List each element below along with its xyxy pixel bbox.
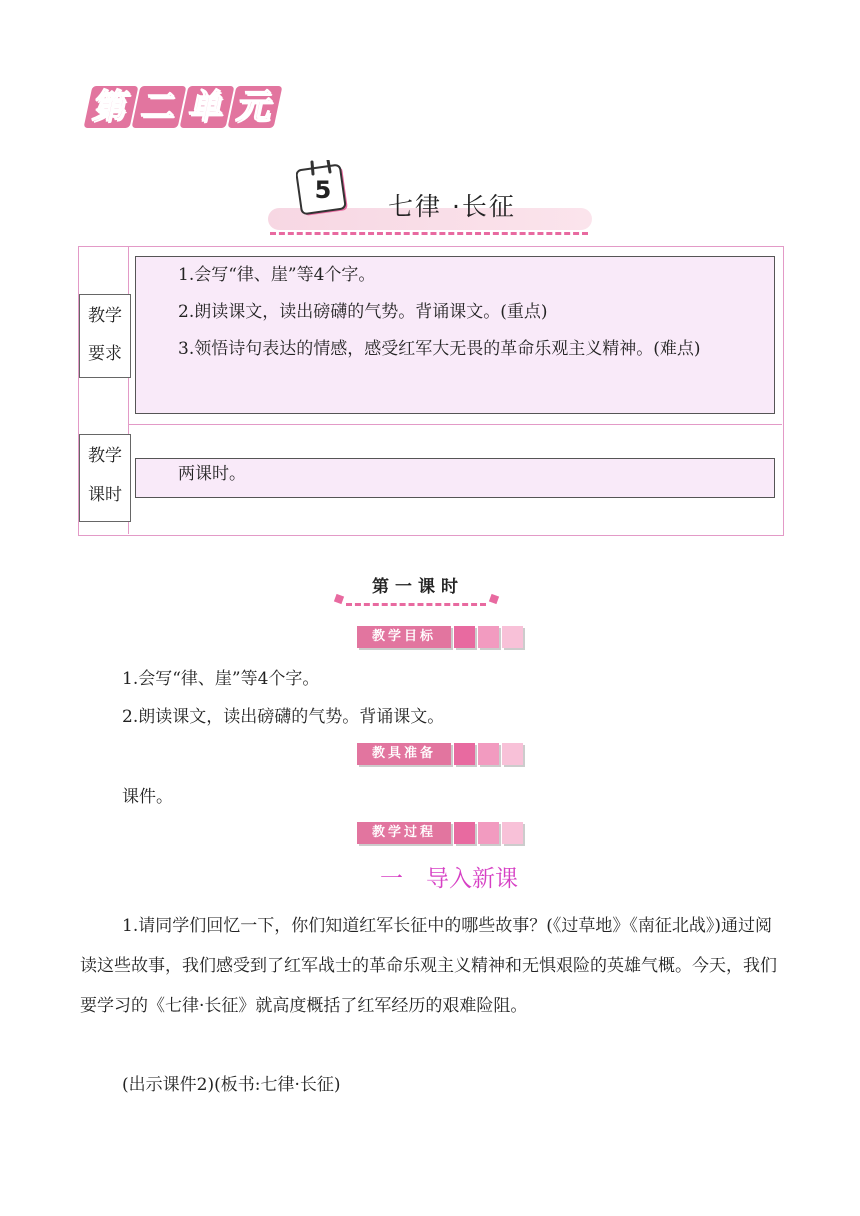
goals-tag-label: 教学目标 [357, 626, 451, 648]
requirement-item: 3.领悟诗句表达的情感，感受红军大无畏的革命乐观主义精神。(难点) [178, 339, 701, 359]
unit-title-char: 第 [84, 86, 139, 128]
teaching-hours-content [135, 458, 775, 498]
label-line: 教学 [88, 446, 122, 466]
teaching-requirements-content [135, 256, 775, 414]
tag-decor-block [478, 626, 499, 648]
teaching-hours-value: 两课时。 [178, 464, 246, 484]
goal-item: 1.会写“律、崖”等4个字。 [122, 669, 320, 689]
courseware-note: (出示课件2)(板书:七律·长征) [122, 1075, 341, 1095]
process-tag-label: 教学过程 [357, 822, 451, 844]
table-row-divider [128, 424, 782, 425]
label-line: 教学 [88, 306, 122, 326]
tag-decor-block [502, 626, 523, 648]
lesson-dash-divider [270, 232, 588, 235]
requirement-item: 1.会写“律、崖”等4个字。 [178, 265, 376, 285]
section-one-heading: 一 导入新课 [380, 866, 518, 892]
tag-decor-block [454, 626, 475, 648]
heading-decor-square [334, 594, 344, 604]
intro-paragraph: 1.请同学们回忆一下，你们知道红军长征中的哪些故事？(《过草地》《南征北战》)通过阅读这些故事，我们感受到了红军战士的革命乐观主义精神和无惧艰险的英雄气概。今天，我们要学习的《七律·长征》就高度概括了红军经历的艰难险阻。 [80, 916, 777, 1016]
label-line: 课时 [88, 485, 122, 505]
unit-title-char: 二 [132, 86, 187, 128]
tag-decor-block [502, 743, 523, 765]
teaching-hours-label [79, 434, 131, 522]
tag-decor-block [478, 822, 499, 844]
lesson-title: 七律 ·长征 [388, 192, 516, 221]
goal-item: 2.朗读课文，读出磅礴的气势。背诵课文。 [122, 707, 445, 727]
tools-text: 课件。 [122, 787, 173, 807]
process-tag [357, 822, 523, 844]
tag-decor-block [454, 822, 475, 844]
heading-dash-divider [346, 603, 486, 606]
calendar-icon [296, 160, 352, 216]
tools-tag-label: 教具准备 [357, 743, 451, 765]
unit-title-char: 元 [228, 86, 283, 128]
unit-title [88, 86, 278, 128]
goals-tag [357, 626, 523, 648]
label-line: 要求 [88, 344, 122, 364]
tools-tag [357, 743, 523, 765]
lesson-number: 5 [314, 176, 332, 204]
heading-decor-square [489, 594, 499, 604]
tag-decor-block [454, 743, 475, 765]
unit-title-char: 单 [180, 86, 235, 128]
tag-decor-block [502, 822, 523, 844]
period-heading: 第一课时 [372, 577, 464, 597]
requirement-item: 2.朗读课文，读出磅礴的气势。背诵课文。(重点) [178, 302, 548, 322]
teaching-requirements-label [79, 294, 131, 378]
tag-decor-block [478, 743, 499, 765]
